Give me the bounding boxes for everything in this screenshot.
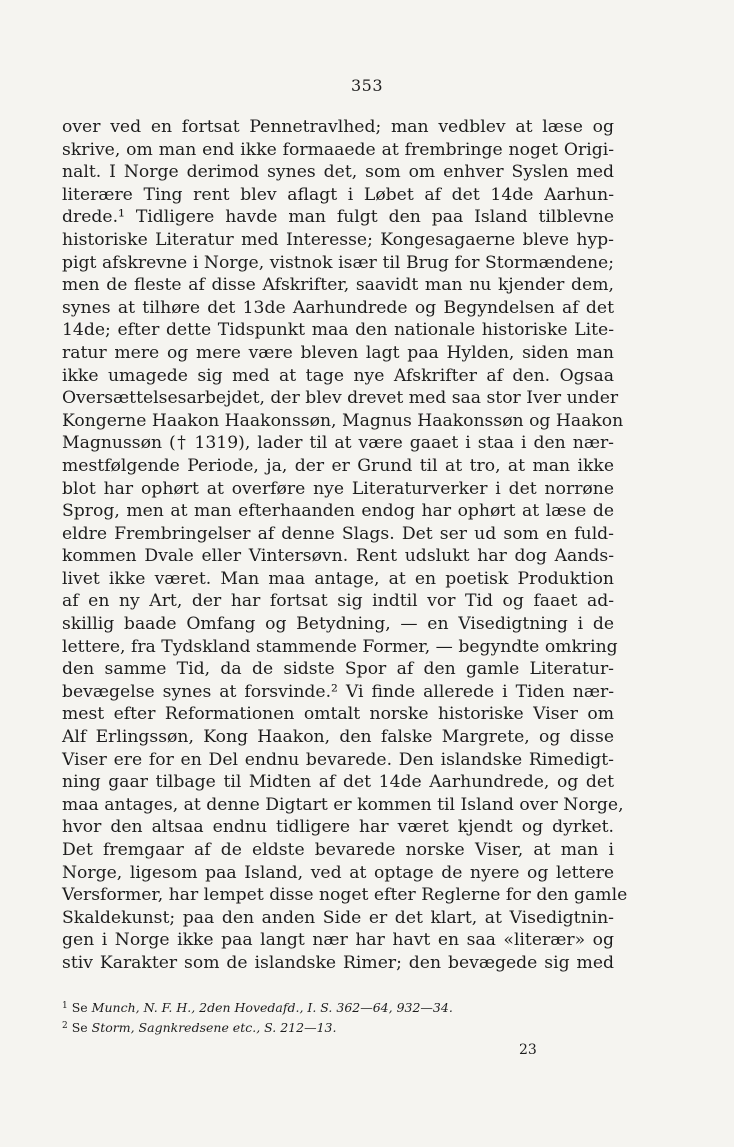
text-line: over ved en fortsat Pennetravlhed; man vedblev at læse og — [62, 117, 614, 137]
footnote-1-marker: 1 — [62, 1001, 68, 1011]
text-line: pigt afskrevne i Norge, vistnok især til Brug for Stormændene; — [62, 252, 614, 273]
text-line: Skaldekunst; paa den anden Side er det klart, at Visedigtnin- — [62, 907, 614, 928]
footnote-2 — [62, 1016, 614, 1036]
text-line: literære Ting rent blev aflagt i Løbet af det 14de Aarhun- — [62, 184, 614, 205]
text-line: Viser ere for en Del endnu bevarede. Den islandske Rimedigt- — [62, 749, 614, 770]
text-line: kommen Dvale eller Vintersøvn. Rent udslukt har dog Aands- — [62, 546, 614, 567]
footnote-1-prefix: Se — [71, 1000, 92, 1015]
body-text — [62, 116, 628, 975]
text-line: blot har ophørt at overføre nye Literaturverker i det norrøne — [62, 478, 614, 499]
text-line: nalt. I Norge derimod synes det, som om enhver Syslen med — [62, 162, 614, 183]
footnote-1 — [62, 996, 614, 1016]
text-line: synes at tilhøre det 13de Aarhundrede og Begyndelsen af det — [62, 297, 614, 318]
text-line: bevægelse synes at forsvinde.² Vi finde allerede i Tiden nær- — [62, 681, 614, 702]
text-line: skrive, om man end ikke formaaede at frembringe noget Origi- — [62, 139, 614, 160]
text-line: Norge, ligesom paa Island, ved at optage de nyere og lettere — [62, 862, 614, 883]
footnote-1-citation: Munch, N. F. H., 2den Hovedafd., I. S. 362—64, 932—34. — [91, 1000, 453, 1015]
text-line: men de fleste af disse Afskrifter, saavidt man nu kjender dem, — [62, 275, 614, 296]
page-number: 353 — [350, 76, 384, 95]
text-line: af en ny Art, der har fortsat sig indtil vor Tid og faaet ad- — [62, 591, 614, 612]
text-line: Versformer, har lempet disse noget efter Reglerne for den gamle — [62, 885, 628, 906]
text-line: ning gaar tilbage til Midten af det 14de Aarhundrede, og det — [62, 772, 614, 793]
footnote-2-marker: 2 — [62, 1021, 68, 1031]
text-line: Kongerne Haakon Haakonssøn, Magnus Haakonssøn og Haakon — [62, 410, 624, 431]
text-line: stiv Karakter som de islandske Rimer; den bevægede sig med — [62, 952, 614, 973]
text-line: livet ikke været. Man maa antage, at en poetisk Produktion — [62, 568, 614, 589]
text-line: Alf Erlingssøn, Kong Haakon, den falske Margrete, og disse — [62, 727, 614, 748]
text-line: lettere, fra Tydskland stammende Former, — begyndte omkring — [62, 636, 618, 657]
text-line: Det fremgaar af de eldste bevarede norske Viser, at man i — [62, 840, 614, 860]
text-line: ratur mere og mere være bleven lagt paa Hylden, siden man — [62, 342, 614, 363]
text-line: den samme Tid, da de sidste Spor af den gamle Literatur- — [62, 659, 614, 680]
footnote-2-prefix: Se — [71, 1020, 92, 1035]
footnotes — [62, 996, 614, 1036]
signature-mark: 23 — [519, 1042, 537, 1058]
text-line: drede.¹ Tidligere havde man fulgt den paa Island tilblevne — [62, 207, 614, 228]
text-line: Sprog, men at man efterhaanden endog har ophørt at læse de — [62, 501, 614, 522]
text-line: eldre Frembringelser af denne Slags. Det ser ud som en fuld- — [62, 523, 614, 544]
text-line: maa antages, at denne Digtart er kommen til Island over Norge, — [62, 794, 624, 815]
text-line: ikke umagede sig med at tage nye Afskrifter af den. Ogsaa — [62, 365, 614, 386]
text-line: gen i Norge ikke paa langt nær har havt en saa «literær» og — [62, 930, 614, 951]
text-line: Oversættelsesarbejdet, der blev drevet med saa stor Iver under — [62, 388, 619, 409]
text-line: Magnussøn († 1319), lader til at være gaaet i staa i den nær- — [62, 433, 614, 454]
footnote-2-citation: Storm, Sagnkredsene etc., S. 212—13. — [91, 1020, 337, 1035]
text-line: hvor den altsaa endnu tidligere har været kjendt og dyrket. — [62, 817, 614, 838]
text-line: skillig baade Omfang og Betydning, — en Visedigtning i de — [62, 614, 614, 635]
text-line: mest efter Reformationen omtalt norske historiske Viser om — [62, 704, 614, 725]
text-line: mestfølgende Periode, ja, der er Grund til at tro, at man ikke — [62, 455, 614, 476]
text-line: historiske Literatur med Interesse; Kongesagaerne bleve hyp- — [62, 229, 614, 250]
text-line: 14de; efter dette Tidspunkt maa den nationale historiske Lite- — [62, 320, 614, 341]
